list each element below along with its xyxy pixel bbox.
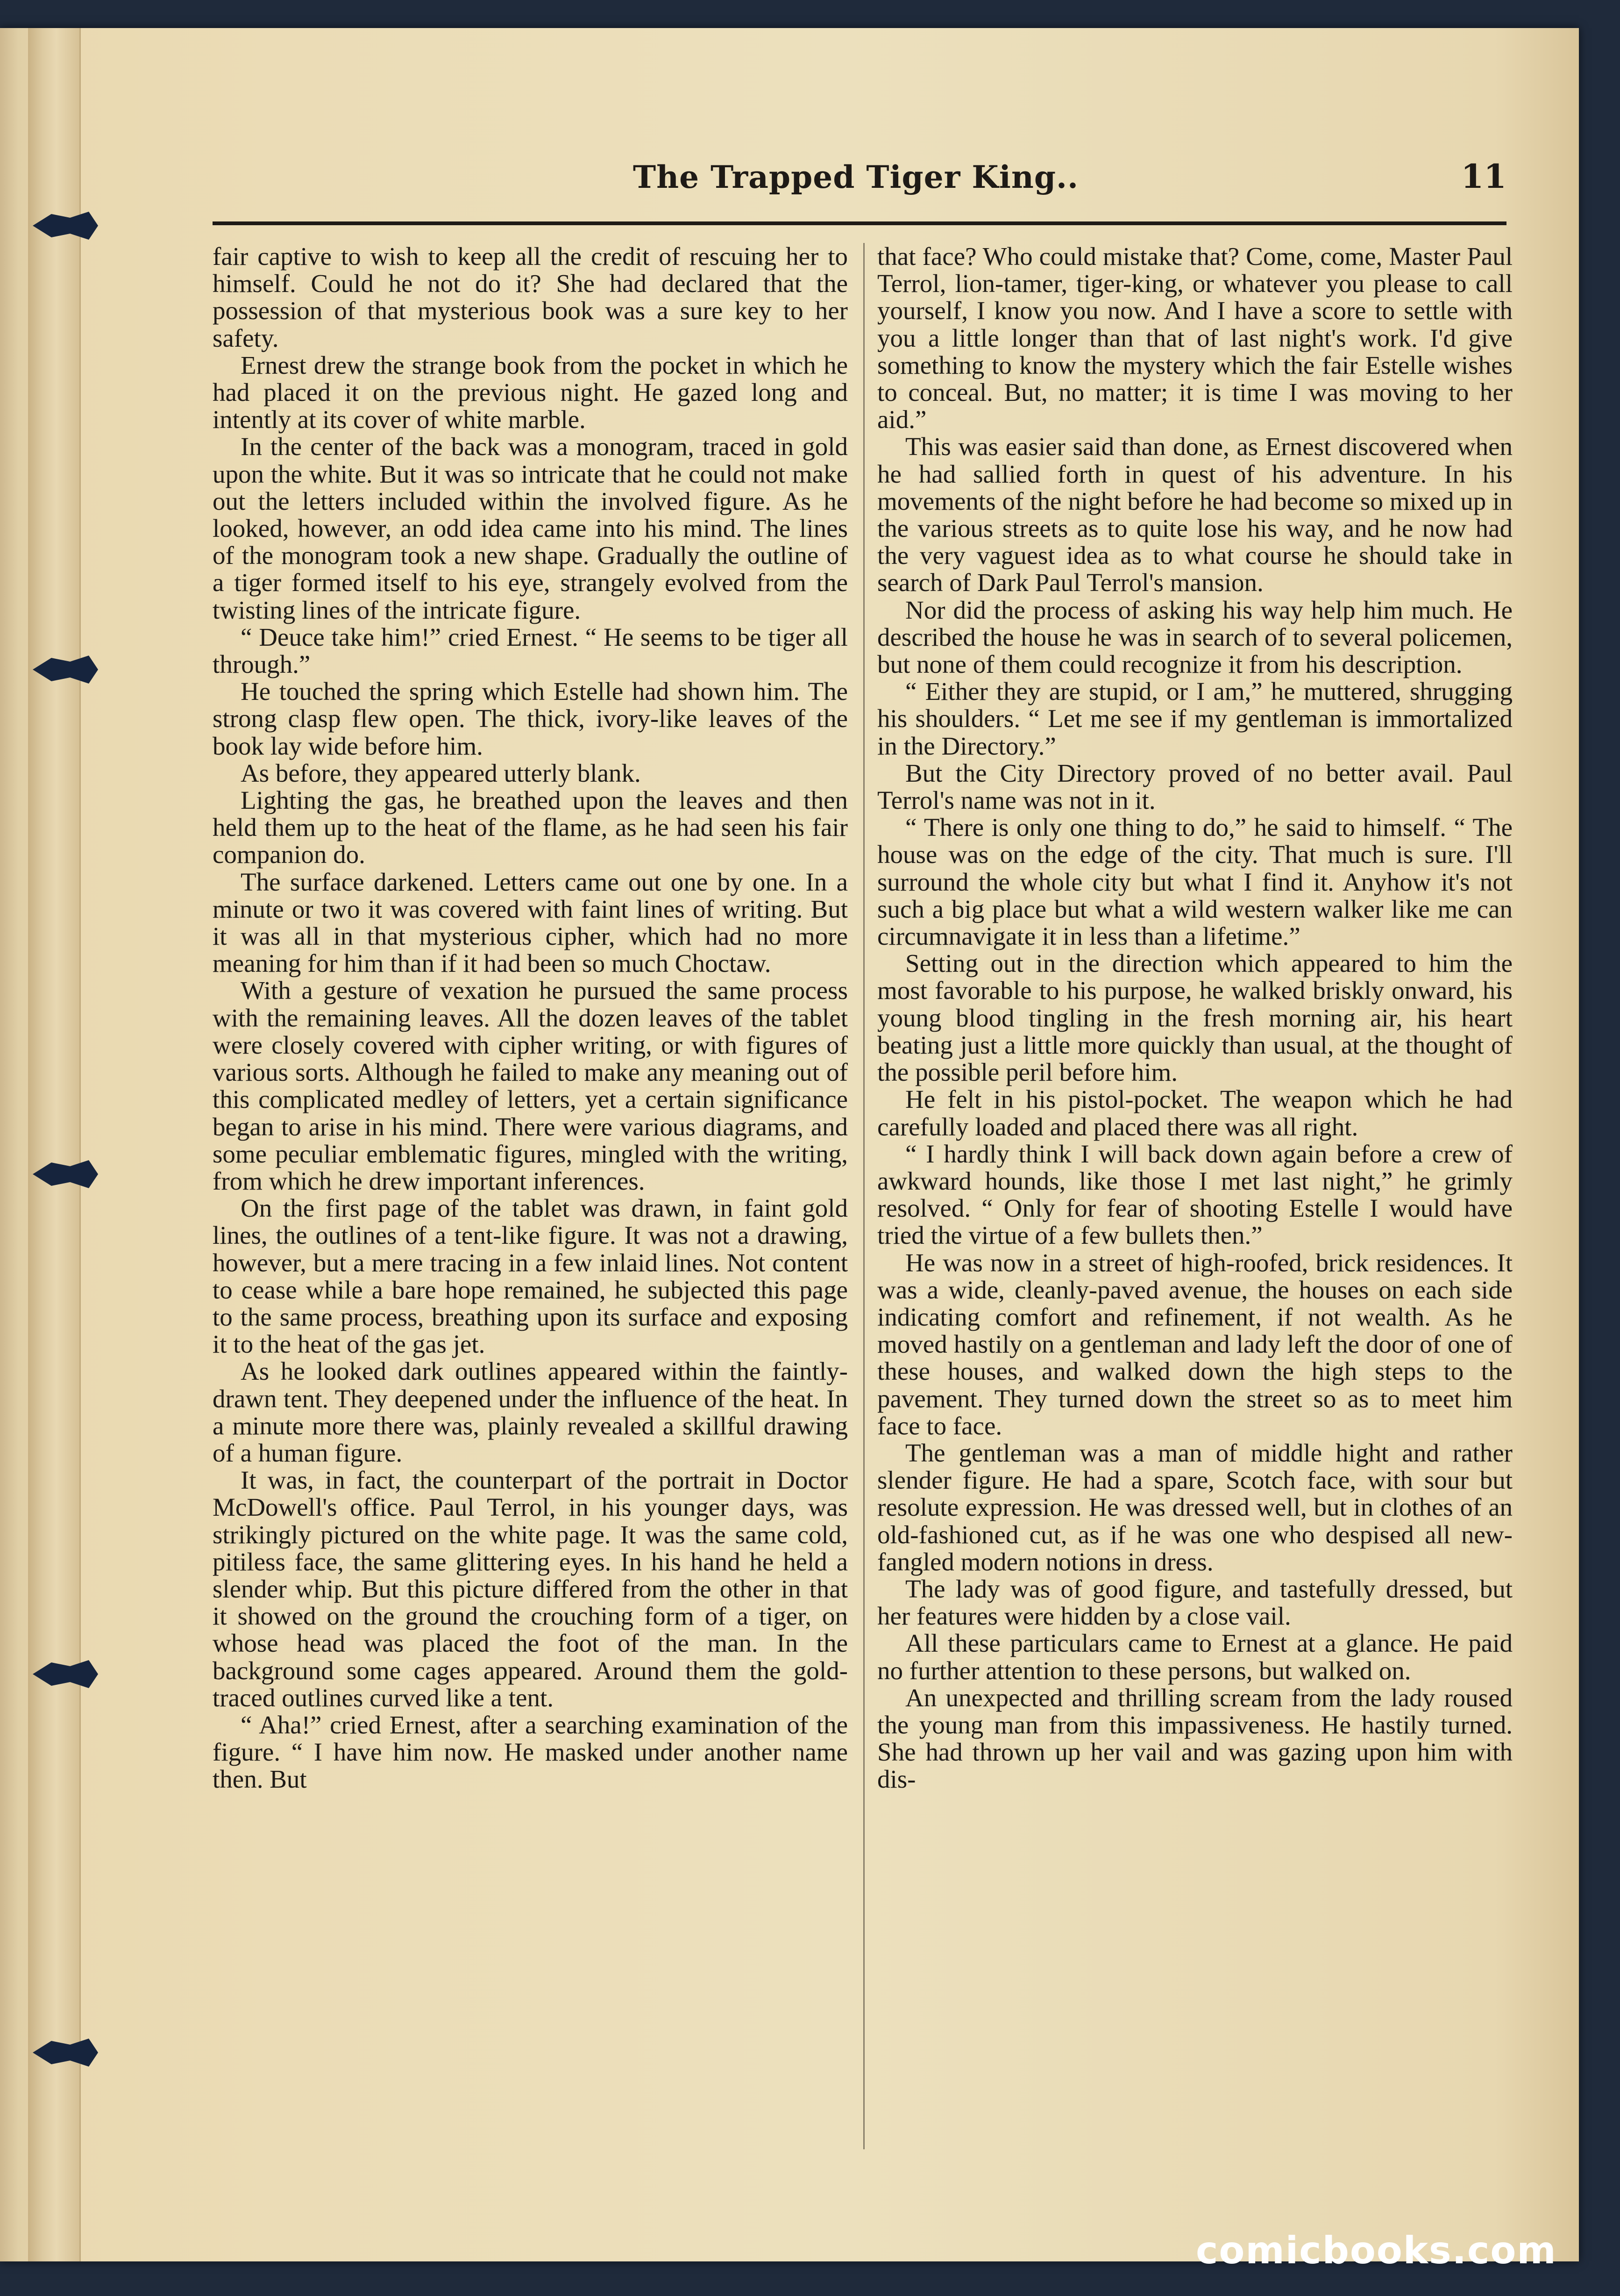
paragraph: As he looked dark outlines appeared within the faintly-drawn tent. They deepened under the influence of the heat. In a minute more there was, plainly revealed a skillful drawing of a human figure. xyxy=(213,1357,848,1467)
binding-staple xyxy=(33,653,98,686)
page-header xyxy=(213,140,1506,201)
text-column-right xyxy=(877,243,1513,2229)
paragraph: fair captive to wish to keep all the credit of rescuing her to himself. Could he not do it? She had declared that the possession of that mysterious book was a sure key to her safety. xyxy=(213,243,848,352)
paragraph: He felt in his pistol-pocket. The weapon which he had carefully loaded and placed there was all right. xyxy=(877,1085,1513,1141)
paragraph: “ Aha!” cried Ernest, after a searching examination of the figure. “ I have him now. He masked under another name then. But xyxy=(213,1710,848,1794)
paragraph: The lady was of good figure, and tastefully dressed, but her features were hidden by a close vail. xyxy=(877,1574,1513,1631)
paragraph: Lighting the gas, he breathed upon the leaves and then held them up to the heat of the flame, as he had seen his fair companion do. xyxy=(213,786,848,869)
binding-staple xyxy=(33,1658,98,1690)
page-number: 11 xyxy=(1461,157,1506,196)
paragraph: “ I hardly think I will back down again before a crew of awkward hounds, like those I met last night,” he grimly resolved. “ Only for fear of shooting Estelle I would have tried the virtue of a few bullets then.” xyxy=(877,1139,1513,1250)
text-column-left xyxy=(213,243,848,2229)
paragraph: The surface darkened. Letters came out one by one. In a minute or two it was covered with faint lines of writing. But it was all in that mysterious cipher, which had no more meaning for him than if it had been so much Choctaw. xyxy=(213,867,848,978)
paragraph: He touched the spring which Estelle had shown him. The strong clasp flew open. The thick, ivory-like leaves of the book lay wide before him. xyxy=(213,677,848,760)
paragraph: “ There is only one thing to do,” he said to himself. “ The house was on the edge of the city. That much is sure. I'll surround the whole city but what I find it. Anyhow it's not such a big place but what a wild western walker like me can circumnavigate it in less than a lifetime.” xyxy=(877,813,1513,951)
paragraph: The gentleman was a man of middle hight and rather slender figure. He had a spare, Scotch face, with sour but resolute expression. He was dressed well, but in clothes of an old-fashioned cut, as if he was one who despised all new-fangled modern notions in dress. xyxy=(877,1438,1513,1576)
paragraph: But the City Directory proved of no better avail. Paul Terrol's name was not in it. xyxy=(877,758,1513,815)
paragraph: This was easier said than done, as Ernest discovered when he had sallied forth in quest of his adventure. In his movements of the night before he had become so mixed up in the various streets as to quite lose his way, and he now had the very vaguest idea as to what course he should take in search of Dark Paul Terrol's mansion. xyxy=(877,432,1513,597)
paragraph: “ Either they are stupid, or I am,” he muttered, shrugging his shoulders. “ Let me see if my gentleman is immortalized in the Directory.” xyxy=(877,677,1513,760)
paragraph: It was, in fact, the counterpart of the portrait in Doctor McDowell's office. Paul Terrol, in his younger days, was strikingly pictured on the white page. It was the same cold, pitiless face, the same glittering eyes. In his hand he held a slender whip. But this picture differed from the other in that it showed on the ground the crouching form of a tiger, on whose head was placed the foot of the man. In the background some cages appeared. Around them the gold-traced outlines curved like a tent. xyxy=(213,1466,848,1712)
binding-margin xyxy=(28,28,81,2261)
paragraph: In the center of the back was a monogram, traced in gold upon the white. But it was so intricate that he could not make out the letters included within the involved figure. As he looked, however, an odd idea came into his mind. The lines of the monogram took a new shape. Gradually the outline of a tiger formed itself to his eye, strangely evolved from the twisting lines of the intricate figure. xyxy=(213,432,848,624)
binding-staple xyxy=(33,209,98,242)
paragraph: Setting out in the direction which appeared to him the most favorable to his purpose, he walked briskly onward, his young blood tingling in the fresh morning air, his heart beating just a little more quickly than usual, at the thought of the possible peril before him. xyxy=(877,949,1513,1087)
column-divider xyxy=(863,243,865,2149)
paragraph: “ Deuce take him!” cried Ernest. “ He seems to be tiger all through.” xyxy=(213,622,848,679)
paragraph: On the first page of the tablet was drawn, in faint gold lines, the outlines of a tent-like figure. It was not a drawing, however, but a mere tracing in a few inlaid lines. Not content to cease while a bare hope remained, he subjected this page to the same process, breathing upon its surface and exposing it to the heat of the gas jet. xyxy=(213,1194,848,1359)
paragraph: All these particulars came to Ernest at a glance. He paid no further attention to these persons, but walked on. xyxy=(877,1629,1513,1685)
running-title: The Trapped Tiger King.. xyxy=(633,159,1079,195)
watermark: comicbooks.com xyxy=(1196,2229,1557,2272)
paragraph: that face? Who could mistake that? Come, come, Master Paul Terrol, lion-tamer, tiger-king, or whatever you please to call yourself, I know you now. And I have a score to settle with you a little longer than that of last night's work. I'd give something to know the mystery which the fair Estelle wishes to conceal. But, no matter; it is time I was moving to her aid.” xyxy=(877,243,1513,434)
paragraph: An unexpected and thrilling scream from the lady roused the young man from this impassiveness. He hastily turned. She had thrown up her vail and was gazing upon him with dis- xyxy=(877,1683,1513,1794)
paragraph: He was now in a street of high-roofed, brick residences. It was a wide, cleanly-paved avenue, the houses on each side indicating comfort and refinement, if not wealth. As he moved hastily on a gentleman and lady left the door of one of these houses, and walked down the high steps to the pavement. They turned down the street so as to meet him face to face. xyxy=(877,1248,1513,1440)
binding-staple xyxy=(33,1158,98,1191)
paragraph: With a gesture of vexation he pursued the same process with the remaining leaves. All the dozen leaves of the tablet were closely covered with cipher writing, or with figures of various sorts. Although he failed to make any meaning out of this complicated medley of letters, yet a certain significance began to arise in his mind. There were various diagrams, and some peculiar emblematic figures, mingled with the writing, from which he drew important inferences. xyxy=(213,976,848,1195)
header-rule xyxy=(213,221,1506,225)
paragraph: As before, they appeared utterly blank. xyxy=(241,758,641,787)
paragraph: Ernest drew the strange book from the pocket in which he had placed it on the previous night. He gazed long and intently at its cover of white marble. xyxy=(213,350,848,434)
binding-staple xyxy=(33,2036,98,2069)
paragraph: Nor did the process of asking his way help him much. He described the house he was in search of to several policemen, but none of them could recognize it from his description. xyxy=(877,595,1513,679)
